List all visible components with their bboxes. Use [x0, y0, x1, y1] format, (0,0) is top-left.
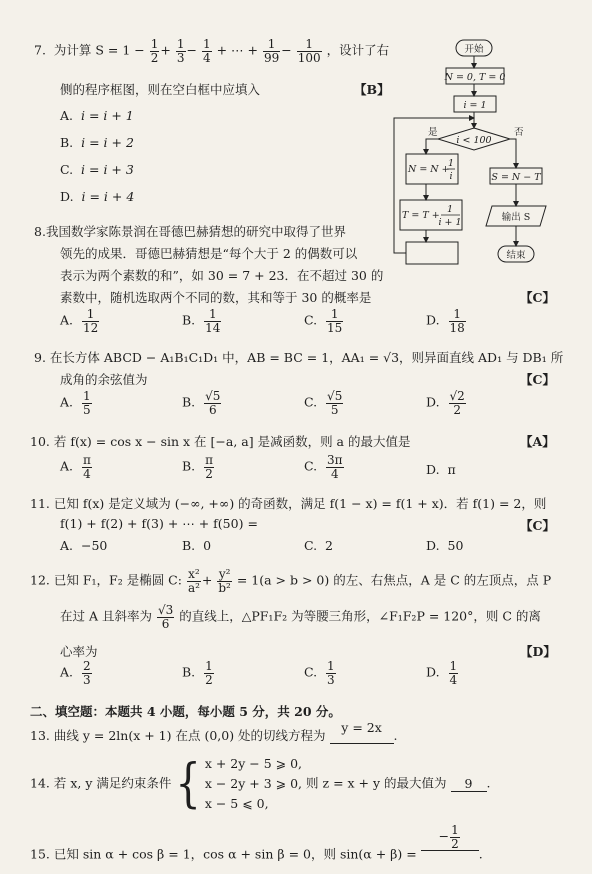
q9-line2: 成角的余弦值为: [60, 372, 148, 387]
flow-nn-den: i: [449, 171, 453, 182]
flow-nn-label: N = N +: [408, 164, 450, 175]
flow-init-label: N = 0, T = 0: [444, 72, 506, 83]
flow-end-label: 结束: [506, 250, 526, 261]
flow-output-label: 输出 S: [501, 212, 531, 223]
q8-line2: 领先的成果．哥德巴赫猜想是“每个大于 2 的偶数可以: [60, 246, 358, 261]
q10-option-d: D. π: [426, 462, 456, 477]
q7-frac4: $\frac{1}{99}$: [263, 37, 280, 65]
q9-answer: 【C】: [520, 372, 555, 387]
q7-answer: 【B】: [354, 82, 390, 97]
q7-text: 为计算: [53, 42, 92, 58]
q10-answer: 【A】: [520, 434, 555, 449]
q7-eq: S = 1 −: [95, 42, 145, 58]
flow-start-label: 开始: [464, 44, 484, 55]
q9-option-c: C. $\frac{√5}{5}$: [304, 389, 343, 417]
q7-option-b: B. i = i + 2: [60, 135, 134, 150]
q11-option-b: B. 0: [182, 538, 212, 553]
q9-line1: 9. 在长方体 ABCD − A₁B₁C₁D₁ 中，AB = BC = 1，AA₁ = √3，则异面直线 AD₁ 与 DB₁ 所: [34, 350, 564, 365]
q9-option-d: D. $\frac{√2}{2}$: [426, 389, 465, 417]
flow-tt-num: 1: [446, 204, 454, 215]
q14-answer: 9: [464, 775, 473, 791]
flowchart: [392, 36, 588, 268]
q12-option-d: D. $\frac{1}{4}$: [426, 659, 458, 687]
flow-nn-num: 1: [447, 158, 455, 169]
q7-option-c: C. i = i + 3: [60, 162, 134, 177]
q14-block: 14. 若 x, y 满足约束条件 { x + 2y − 5 ⩾ 0, x − 2y + 3 ⩾ 0, x − 5 ⩽ 0, 则 z = x + y 的最大值为 9 .: [30, 754, 491, 814]
q11-option-a: A. −50: [60, 538, 108, 553]
q9-option-b: B. $\frac{√5}{6}$: [182, 389, 221, 417]
q13-line: 13. 曲线 y = 2ln(x + 1) 在点 (0,0) 处的切线方程为 y = 2x.: [30, 720, 398, 743]
q10-option-b: B. $\frac{\pi}{2}$: [182, 453, 214, 481]
q12-line1: 12. 已知 F₁，F₂ 是椭圆 C: $\frac{\text{x²}}{\text{a²}}$ + $\frac{\text{y²}}{\text{b²}}$ = 1(a > b > 0) 的左、右焦点，A 是 C 的左顶点，点 P: [30, 567, 552, 595]
q7-line1: 7. 为计算 S = 1 − $\frac{1}{2}$ + $\frac{1}{3}$ − $\frac{1}{4}$ + ⋯ + $\frac{1}{99}$ − $\frac{1}{100}$ ，设计了右: [34, 37, 390, 65]
q7-number: 7.: [34, 42, 46, 58]
q12-option-a: A. $\frac{2}{3}$: [60, 659, 91, 687]
q9-option-a: A. $\frac{1}{5}$: [60, 389, 91, 417]
q14-brace: {: [175, 754, 201, 814]
q10-line1: 10. 若 f(x) = cos x − sin x 在 [−a, a] 是减函数，则 a 的最大值是: [30, 434, 411, 449]
q11-option-d: D. 50: [426, 538, 464, 553]
q11-line2: f(1) + f(2) + f(3) + ⋯ + f(50) =: [60, 516, 258, 531]
q7-frac1: $\frac{1}{2}$: [150, 37, 159, 65]
q8-line4: 素数中，随机选取两个不同的数，其和等于 30 的概率是: [60, 290, 372, 305]
q7-dots: + ⋯ +: [216, 42, 258, 58]
flow-cond-label: i < 100: [456, 135, 492, 146]
q12-option-c: C. $\frac{1}{3}$: [304, 659, 335, 687]
q7-frac3: $\frac{1}{4}$: [202, 37, 211, 65]
flow-s-label: S = N − T: [491, 172, 541, 183]
flow-no-label: 否: [514, 127, 524, 138]
q7-option-d: D. i = i + 4: [60, 189, 135, 204]
q15-line: 15. 已知 sin α + cos β = 1，cos α + sin β = 0，则 sin(α + β) = − $\frac{1}{2}$ .: [30, 823, 483, 862]
q10-option-a: A. $\frac{\pi}{4}$: [60, 453, 91, 481]
flow-i1-label: i = 1: [463, 100, 487, 111]
q12-line2: 在过 A 且斜率为 $\frac{√3}{6}$ 的直线上，△PF₁F₂ 为等腰三角形，∠F₁F₂P = 120°，则 C 的离: [60, 603, 541, 631]
q8-option-c: C. $\frac{1}{15}$: [304, 307, 343, 335]
q12-line3: 心率为: [60, 644, 98, 659]
q7-option-a: A. i = i + 1: [60, 108, 134, 123]
q10-option-c: C. $\frac{3\pi}{4}$: [304, 453, 343, 481]
flow-tt-den: i + 1: [438, 217, 462, 228]
flow-yes-label: 是: [428, 127, 438, 138]
q8-answer: 【C】: [520, 290, 555, 305]
q8-line1: 8.我国数学家陈景润在哥德巴赫猜想的研究中取得了世界: [34, 224, 346, 239]
q11-line1: 11. 已知 f(x) 是定义域为 (−∞, +∞) 的奇函数，满足 f(1 − x) = f(1 + x)．若 f(1) = 2，则: [30, 496, 547, 511]
q8-line3: 表示为两个素数的和”，如 30 = 7 + 23．在不超过 30 的: [60, 268, 384, 283]
q11-option-c: C. 2: [304, 538, 333, 553]
q8-option-b: B. $\frac{1}{14}$: [182, 307, 221, 335]
q7-text-end: ，设计了右: [326, 42, 390, 58]
q11-answer: 【C】: [520, 518, 555, 533]
q7-line2: 侧的程序框图，则在空白框中应填入: [60, 82, 261, 97]
q8-option-d: D. $\frac{1}{18}$: [426, 307, 465, 335]
flow-tt-label: T = T +: [402, 210, 440, 221]
q14-constraints: x + 2y − 5 ⩾ 0, x − 2y + 3 ⩾ 0, x − 5 ⩽ 0,: [204, 756, 303, 811]
q12-option-b: B. $\frac{1}{2}$: [182, 659, 213, 687]
q7-frac5: $\frac{1}{100}$: [297, 37, 321, 65]
section-heading: 二、填空题：本题共 4 小题，每小题 5 分，共 20 分。: [30, 704, 341, 719]
q13-answer: y = 2x: [341, 720, 382, 735]
q12-answer: 【D】: [520, 644, 556, 659]
q7-frac2: $\frac{1}{3}$: [176, 37, 185, 65]
q8-option-a: A. $\frac{1}{12}$: [60, 307, 99, 335]
flow-blank-box: [406, 242, 458, 264]
